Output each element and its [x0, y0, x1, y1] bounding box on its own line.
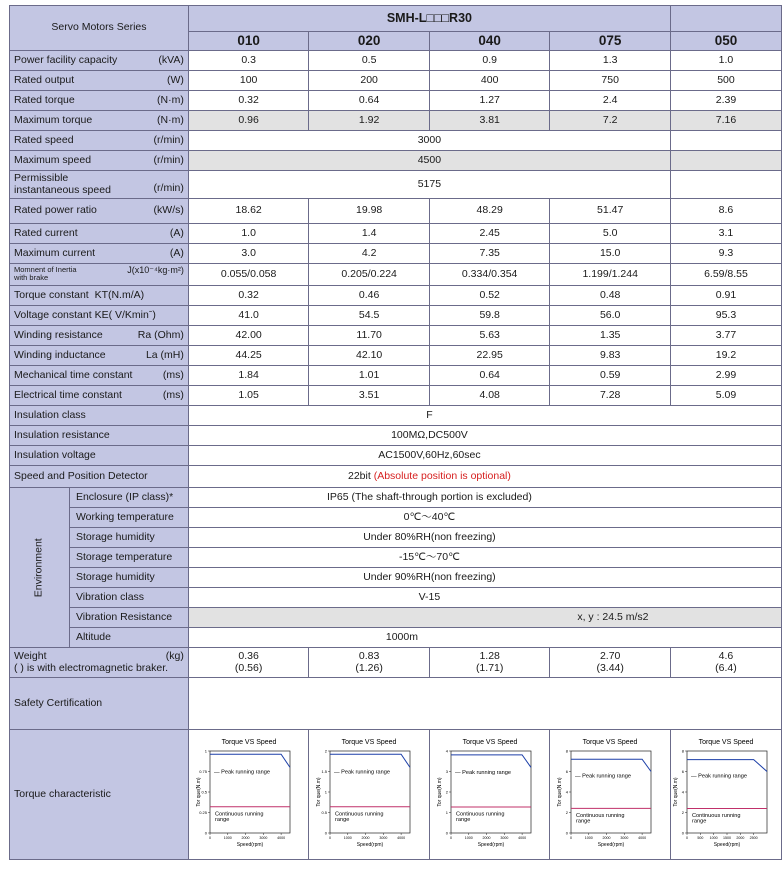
y-tick-label: 1	[445, 810, 448, 815]
torque-chart	[314, 735, 424, 857]
peak-torque-line	[687, 760, 767, 772]
torque-chart	[435, 735, 545, 857]
cell: 1.0	[188, 224, 309, 244]
cell: 5.0	[550, 224, 671, 244]
cell: 56.0	[550, 306, 671, 326]
row-label: Altitude	[69, 628, 188, 648]
cell: 0.64	[309, 91, 430, 111]
y-tick-label: 8	[565, 748, 569, 754]
row-label: Storage humidity	[69, 528, 188, 548]
y-tick-label: 2	[681, 810, 684, 815]
cell: 3.81	[429, 111, 550, 131]
cell: 0.91	[670, 286, 781, 306]
cell: 2.39	[670, 91, 781, 111]
merged-cell: Under 80%RH(non freezing)	[188, 528, 781, 548]
continuous-range-label: range	[576, 818, 591, 825]
cell: 15.0	[550, 244, 671, 264]
chart-title: Torque VS Speed	[341, 739, 397, 746]
row-label: Power facility capacity (kVA)	[10, 51, 189, 71]
chart-title: Torque VS Speed	[698, 739, 754, 746]
x-tick-label: 1000	[464, 836, 473, 840]
y-tick-label: 1	[324, 789, 328, 795]
safety-cell	[188, 678, 781, 730]
cell: 5.63	[429, 326, 550, 346]
cell: 400	[429, 71, 550, 91]
torque-chart-cell	[670, 730, 781, 860]
y-tick-label: 4	[681, 789, 684, 795]
peak-torque-line	[210, 754, 290, 767]
y-tick-label: 6	[681, 769, 684, 774]
merged-cell: -15℃～70℃	[188, 548, 781, 568]
cell: 3.0	[188, 244, 309, 264]
x-tick-label: 4000	[638, 836, 647, 840]
merged-cell: 5175	[188, 171, 670, 199]
cell: 0.52	[429, 286, 550, 306]
row-label: Storage humidity	[69, 568, 188, 588]
cell: 1.27	[429, 91, 550, 111]
weight-cell: 4.6 (6.4)	[670, 648, 781, 678]
y-axis-label: Tor que(N.m)	[557, 777, 564, 807]
continuous-range-label: Continuous running	[691, 813, 741, 820]
chart-title: Torque VS Speed	[462, 739, 518, 746]
spec-table	[9, 5, 782, 860]
y-tick-label: 2	[565, 810, 569, 815]
continuous-range-label: range	[691, 818, 707, 825]
row-label: (r/min) Permissible instantaneous speed	[10, 171, 189, 199]
row-label: Electrical time constant (ms)	[10, 386, 189, 406]
y-tick-label: 0.5	[321, 810, 328, 815]
cell: 4.2	[309, 244, 430, 264]
continuous-range-label: Continuous running	[214, 811, 264, 818]
cell: 1.92	[309, 111, 430, 131]
cell: 42.10	[309, 346, 430, 366]
model-header: 040	[429, 32, 550, 51]
weight-cell: 0.83 (1.26)	[309, 648, 430, 678]
row-label: Torque constant KT(N.m/A)	[10, 286, 189, 306]
cell: 0.96	[188, 111, 309, 131]
row-label: Rated current (A)	[10, 224, 189, 244]
cell: 1.01	[309, 366, 430, 386]
cell: 0.3	[188, 51, 309, 71]
cell: 48.29	[429, 199, 550, 224]
peak-range-label: — Peak running range	[454, 770, 511, 777]
row-label: Weight (kg) ( ) is with electromagnetic braker.	[10, 648, 189, 678]
merged-cell: 0℃～40℃	[188, 508, 781, 528]
x-tick-label: 4000	[517, 836, 526, 840]
cell: 0.32	[188, 91, 309, 111]
weight-cell: 2.70 (3.44)	[550, 648, 671, 678]
continuous-range-label: Continuous running	[335, 811, 384, 818]
x-tick-label: 2000	[241, 836, 250, 840]
cell: 7.2	[550, 111, 671, 131]
cell: 200	[309, 71, 430, 91]
x-tick-label: 2000	[736, 836, 745, 840]
row-label: Vibration class	[69, 588, 188, 608]
y-tick-label: 4	[445, 748, 448, 754]
model-header: 020	[309, 32, 430, 51]
x-axis-label: Speed(rpm)	[477, 842, 504, 848]
cell: 41.0	[188, 306, 309, 326]
row-label: Speed and Position Detector	[10, 466, 189, 488]
cell: 0.48	[550, 286, 671, 306]
y-axis-label: Tor que(N.m)	[436, 777, 443, 807]
cell: 5.09	[670, 386, 781, 406]
y-tick-label: 0.25	[198, 810, 207, 815]
cell: 2.45	[429, 224, 550, 244]
merged-cell: 1000m	[188, 628, 781, 648]
torque-chart	[194, 735, 304, 857]
continuous-range-label: Continuous running	[455, 811, 505, 818]
cell: 3.77	[670, 326, 781, 346]
cell: 0.64	[429, 366, 550, 386]
series-title: SMH-L□□□R30	[188, 6, 670, 32]
x-axis-label: Speed(rpm)	[356, 842, 384, 848]
merged-cell: Under 90%RH(non freezing)	[188, 568, 781, 588]
cell: 0.32	[188, 286, 309, 306]
cell: 7.35	[429, 244, 550, 264]
x-tick-label: 1000	[584, 836, 593, 840]
cell: 59.8	[429, 306, 550, 326]
cell: 0.46	[309, 286, 430, 306]
cell	[670, 151, 781, 171]
peak-torque-line	[571, 759, 651, 771]
x-tick-label: 3000	[499, 836, 508, 840]
y-axis-label: Tor que(N.m)	[195, 777, 202, 807]
x-tick-label: 0	[685, 836, 688, 840]
series-title-blank	[670, 6, 781, 32]
x-axis-label: Speed(rpm)	[713, 842, 741, 848]
row-label: Rated power ratio (kW/s)	[10, 199, 189, 224]
x-tick-label: 0	[570, 836, 573, 840]
cell: 0.5	[309, 51, 430, 71]
merged-cell: 22bit (Absolute position is optional)	[188, 466, 781, 488]
x-tick-label: 2500	[749, 836, 758, 840]
peak-range-label: — Peak running range	[575, 773, 632, 780]
torque-chart-cell	[429, 730, 550, 860]
row-label: Insulation class	[10, 406, 189, 426]
x-tick-label: 4000	[397, 836, 406, 840]
row-label: Safety Certification	[10, 678, 189, 730]
y-tick-label: 6	[565, 769, 569, 774]
cell: 2.4	[550, 91, 671, 111]
series-label: Servo Motors Series	[10, 6, 189, 51]
cell: 54.5	[309, 306, 430, 326]
x-tick-label: 0	[208, 836, 211, 840]
x-tick-label: 500	[697, 836, 704, 840]
cell: 11.70	[309, 326, 430, 346]
cell: 1.05	[188, 386, 309, 406]
x-tick-label: 2000	[482, 836, 491, 840]
cell: 51.47	[550, 199, 671, 224]
peak-range-label: — Peak running range	[690, 773, 747, 780]
x-axis-label: Speed(rpm)	[597, 842, 625, 848]
continuous-range-label: Continuous running	[576, 812, 625, 819]
chart-title: Torque VS Speed	[582, 739, 638, 746]
cell	[670, 171, 781, 199]
row-label: Rated torque (N·m)	[10, 91, 189, 111]
row-label: Storage temperature	[69, 548, 188, 568]
cell: 3.51	[309, 386, 430, 406]
y-tick-label: 2	[324, 748, 328, 754]
x-tick-label: 3000	[379, 836, 388, 840]
y-tick-label: 0	[445, 830, 448, 836]
x-tick-label: 3000	[620, 836, 629, 840]
y-axis-label: Tor que(N.m)	[672, 777, 679, 807]
cell: 1.199/1.244	[550, 264, 671, 286]
cell: 750	[550, 71, 671, 91]
merged-cell: 100MΩ,DC500V	[188, 426, 781, 446]
x-tick-label: 0	[449, 836, 452, 840]
x-tick-label: 1000	[343, 836, 352, 840]
y-tick-label: 0	[324, 830, 328, 836]
cell: 4.08	[429, 386, 550, 406]
row-label: Working temperature	[69, 508, 188, 528]
y-tick-label: 0	[565, 830, 569, 836]
cell: 2.99	[670, 366, 781, 386]
peak-torque-line	[451, 755, 531, 768]
continuous-range-label: range	[214, 816, 229, 823]
peak-range-label: — Peak running range	[334, 769, 391, 776]
row-label: Torque characteristic	[10, 730, 189, 860]
y-tick-label: 3	[445, 769, 448, 774]
x-tick-label: 3000	[258, 836, 267, 840]
row-label: Winding inductance La (mH)	[10, 346, 189, 366]
merged-cell: 3000	[188, 131, 670, 151]
y-tick-label: 0.5	[201, 789, 207, 795]
merged-cell: IP65 (The shaft-through portion is excluded)	[188, 488, 781, 508]
x-tick-label: 2000	[361, 836, 370, 840]
row-label: Maximum current (A)	[10, 244, 189, 264]
cell: 44.25	[188, 346, 309, 366]
weight-cell: 0.36 (0.56)	[188, 648, 309, 678]
row-label: Insulation voltage	[10, 446, 189, 466]
merged-cell: 4500	[188, 151, 670, 171]
row-label: Enclosure (IP class)*	[69, 488, 188, 508]
cell: 22.95	[429, 346, 550, 366]
cell: 0.59	[550, 366, 671, 386]
cell: 1.4	[309, 224, 430, 244]
y-tick-label: 0	[204, 830, 207, 836]
row-label: Maximum torque (N·m)	[10, 111, 189, 131]
torque-chart-cell	[309, 730, 430, 860]
torque-chart	[671, 735, 781, 857]
row-label: Rated speed (r/min)	[10, 131, 189, 151]
model-header: 010	[188, 32, 309, 51]
cell: 18.62	[188, 199, 309, 224]
cell: 95.3	[670, 306, 781, 326]
cell: 1.35	[550, 326, 671, 346]
model-header: 050	[670, 32, 781, 51]
merged-cell: AC1500V,60Hz,60sec	[188, 446, 781, 466]
cell: 19.2	[670, 346, 781, 366]
cell: 0.055/0.058	[188, 264, 309, 286]
cell	[670, 131, 781, 151]
cell: 19.98	[309, 199, 430, 224]
row-label: Maximum speed (r/min)	[10, 151, 189, 171]
weight-cell: 1.28 (1.71)	[429, 648, 550, 678]
x-tick-label: 1000	[709, 836, 718, 840]
x-tick-label: 1500	[722, 836, 731, 840]
y-tick-label: 1.5	[321, 769, 328, 774]
cell: 1.0	[670, 51, 781, 71]
x-tick-label: 1000	[223, 836, 232, 840]
peak-range-label: — Peak running range	[213, 769, 270, 776]
cell: 9.83	[550, 346, 671, 366]
cell: 0.334/0.354	[429, 264, 550, 286]
continuous-range-label: range	[335, 816, 350, 823]
x-axis-label: Speed(rpm)	[236, 842, 263, 848]
row-label: Vibration Resistance	[69, 608, 188, 628]
y-tick-label: 1	[204, 748, 207, 754]
y-tick-label: 4	[565, 789, 569, 795]
cell: 7.16	[670, 111, 781, 131]
cell: 8.6	[670, 199, 781, 224]
x-tick-label: 0	[329, 836, 332, 840]
environment-group-label: Environment	[10, 488, 70, 648]
y-tick-label: 0	[681, 830, 684, 836]
row-label: Insulation resistance	[10, 426, 189, 446]
x-tick-label: 2000	[602, 836, 611, 840]
cell: 42.00	[188, 326, 309, 346]
cell: 6.59/8.55	[670, 264, 781, 286]
row-label: Mechanical time constant (ms)	[10, 366, 189, 386]
torque-chart-cell	[550, 730, 671, 860]
y-axis-label: Tor que(N.m)	[316, 777, 323, 807]
y-tick-label: 2	[445, 789, 448, 795]
cell: 0.205/0.224	[309, 264, 430, 286]
row-label: Rated output (W)	[10, 71, 189, 91]
cell: 1.84	[188, 366, 309, 386]
merged-cell: F	[188, 406, 781, 426]
cell: 1.3	[550, 51, 671, 71]
cell: 0.9	[429, 51, 550, 71]
peak-torque-line	[330, 754, 410, 767]
cell: 500	[670, 71, 781, 91]
torque-chart-cell	[188, 730, 309, 860]
row-label: Momnent of Inertia with brake J(x10⁻⁴kg·m²)	[10, 264, 189, 286]
row-label: Voltage constant KE( V/Kminˉ)	[10, 306, 189, 326]
cell: 7.28	[550, 386, 671, 406]
row-label: Winding resistance Ra (Ohm)	[10, 326, 189, 346]
y-tick-label: 0.75	[198, 769, 207, 774]
model-header: 075	[550, 32, 671, 51]
continuous-range-label: range	[455, 816, 470, 823]
cell: 9.3	[670, 244, 781, 264]
merged-cell: V-15	[188, 588, 781, 608]
torque-chart	[555, 735, 665, 857]
cell: 100	[188, 71, 309, 91]
chart-title: Torque VS Speed	[221, 739, 277, 746]
optional-note: (Absolute position is optional)	[373, 469, 511, 482]
cell: 3.1	[670, 224, 781, 244]
x-tick-label: 4000	[276, 836, 285, 840]
merged-cell: x, y : 24.5 m/s2	[188, 608, 781, 628]
y-tick-label: 8	[681, 748, 684, 754]
